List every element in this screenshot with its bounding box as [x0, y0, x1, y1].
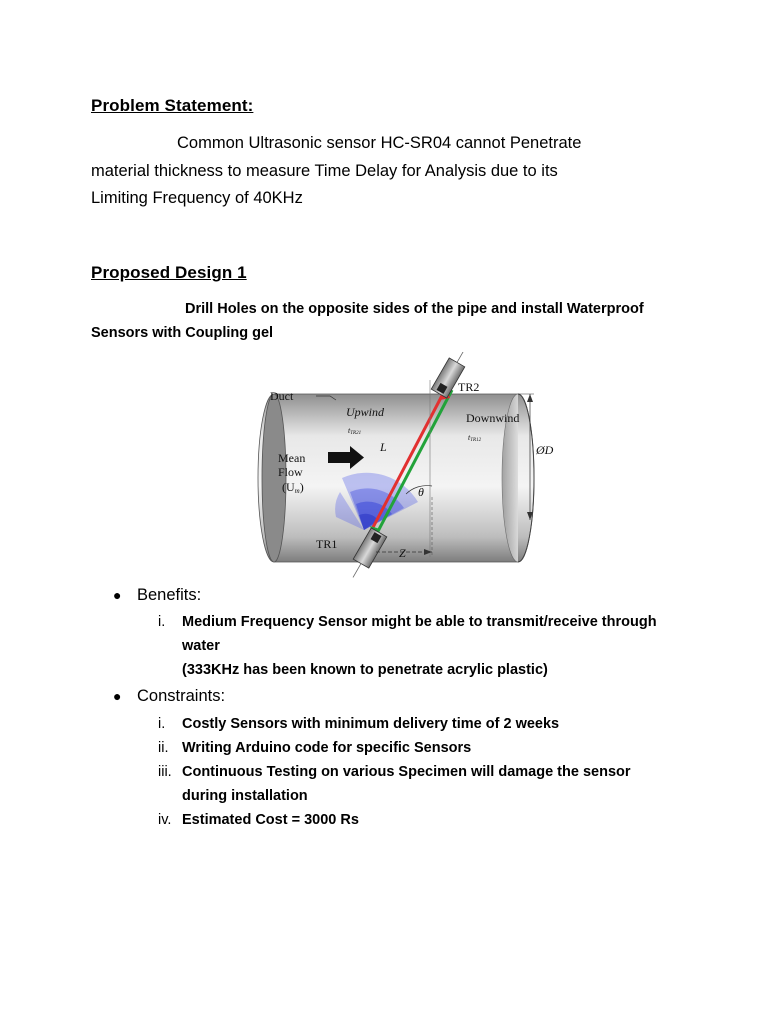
- benefits-bullet: [113, 586, 201, 605]
- benefit-item-1-number: i.: [158, 614, 166, 630]
- design-line-2: Sensors with Coupling gel: [91, 325, 274, 341]
- constraint-item-4-number: iv.: [158, 812, 172, 828]
- label-upwind: Upwind: [346, 405, 385, 419]
- flow-meter-diagram: [256, 352, 596, 578]
- constraint-item-1-number: i.: [158, 716, 166, 732]
- label-Z: Z: [399, 546, 406, 560]
- constraint-item-2: [138, 736, 698, 760]
- label-D: ØD: [536, 443, 554, 457]
- constraint-item-3-number: iii.: [158, 764, 172, 780]
- label-tr1: TR1: [316, 537, 338, 551]
- constraint-item-1: [138, 712, 698, 736]
- bullet-dot: ●: [113, 688, 122, 704]
- label-tr2: TR2: [458, 380, 480, 394]
- benefit-item-1-line-2: water: [182, 638, 220, 654]
- constraint-item-3-text-2: during installation: [182, 788, 308, 804]
- label-flow: Flow: [278, 465, 303, 479]
- constraint-item-2-text: Writing Arduino code for specific Sensors: [182, 740, 472, 756]
- label-L: L: [380, 440, 387, 454]
- problem-line-1: Common Ultrasonic sensor HC-SR04 cannot Penetrate: [177, 134, 582, 152]
- constraint-item-4: [138, 808, 698, 832]
- label-t-tr12: tTR12: [468, 433, 482, 443]
- design-line-1: Drill Holes on the opposite sides of the pipe and install Waterproof: [185, 301, 644, 317]
- constraint-item-4-text: Estimated Cost = 3000 Rs: [182, 812, 359, 828]
- problem-line-2: material thickness to measure Time Delay for Analysis due to its: [91, 161, 558, 180]
- constraints-bullet: [113, 687, 225, 706]
- problem-statement-heading: Problem Statement:: [91, 96, 254, 115]
- constraint-item-3-text: Continuous Testing on various Specimen will damage the sensor: [182, 764, 631, 780]
- design-description: [91, 297, 711, 345]
- problem-statement-text: [91, 130, 711, 213]
- bullet-dot: ●: [113, 587, 122, 603]
- benefits-label: Benefits:: [137, 586, 202, 604]
- label-duct: Duct: [270, 389, 294, 403]
- label-downwind: Downwind: [466, 411, 520, 425]
- label-mean: Mean: [278, 451, 306, 465]
- constraint-item-3: [138, 760, 698, 808]
- proposed-design-heading: Proposed Design 1: [91, 263, 247, 282]
- constraints-label: Constraints:: [137, 687, 226, 705]
- constraint-item-2-number: ii.: [158, 740, 169, 756]
- benefit-item-1: [138, 610, 698, 682]
- problem-line-3: Limiting Frequency of 40KHz: [91, 189, 303, 207]
- benefit-item-1-line-3: (333KHz has been known to penetrate acrylic plastic): [182, 662, 548, 678]
- constraint-item-1-text: Costly Sensors with minimum delivery time of 2 weeks: [182, 716, 560, 732]
- label-um: (Um): [282, 480, 304, 495]
- label-theta: θ: [418, 485, 424, 499]
- label-t-tr21: tTR21: [348, 426, 362, 436]
- benefit-item-1-line-1: Medium Frequency Sensor might be able to transmit/receive through: [182, 614, 657, 630]
